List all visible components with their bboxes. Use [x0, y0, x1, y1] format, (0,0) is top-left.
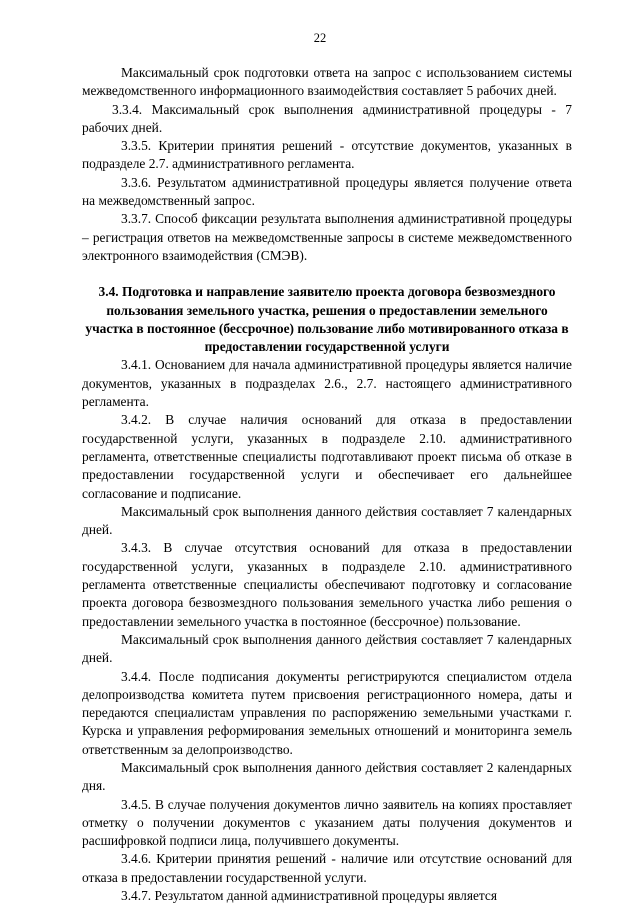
paragraph-3-4-2: 3.4.2. В случае наличия оснований для отказа в предоставлении государственной услуги, указанных в подразделе 2.10. административного регламента, ответственные специалисты подготавливают проект письма об отказе в предоставлении государственной услуги и обеспечивает его дальнейшее согласование и подписание. [82, 412, 572, 501]
document-body [82, 64, 572, 905]
paragraph-3-4-6: 3.4.6. Критерии принятия решений - наличие или отсутствие оснований для отказа в предоставлении государственной услуги. [82, 851, 572, 885]
paragraph-3-4-1: 3.4.1. Основанием для начала административной процедуры является наличие документов, указанных в подразделах 2.6., 2.7. настоящего административного регламента. [82, 357, 572, 410]
page-number: 22 [313, 31, 327, 45]
paragraph-3-4-3: 3.4.3. В случае отсутствия оснований для отказа в предоставлении государственной услуги, указанных в подразделе 2.10. административного регламента ответственные специалисты обеспечивают подготовку и согласование проекта договора безвозмездного пользования земельного участка либо решения о предоставлении земельного участка в постоянное (бессрочное) пользование. [82, 540, 572, 629]
paragraph-deadline-2-days: Максимальный срок выполнения данного действия составляет 2 календарных дня. [82, 759, 572, 794]
paragraph-3-3-4: 3.3.4. Максимальный срок выполнения административной процедуры - 7 рабочих дней. [82, 101, 572, 135]
paragraph-3-3-5: 3.3.5. Критерии принятия решений - отсутствие документов, указанных в подразделе 2.7. административного регламента. [82, 138, 572, 172]
paragraph-3-3-7: 3.3.7. Способ фиксации результата выполнения административной процедуры – регистрация ответов на межведомственные запросы в системе межведомственного электронного взаимодействия (СМЭВ). [82, 211, 572, 263]
paragraph-3-4-4: 3.4.4. После подписания документы регистрируются специалистом отдела делопроизводства комитета путем присвоения регистрационного номера, даты и передаются специалистам управления по распоряжению земельными участками г. Курска и управления реформирования земельных отношений и мониторинга земель ответственным за делопроизводство. [82, 668, 572, 757]
paragraph-deadline-7-days-b: Максимальный срок выполнения данного действия составляет 7 календарных дней. [82, 631, 572, 666]
paragraph-3-4-5: 3.4.5. В случае получения документов лично заявитель на копиях проставляет отметку о получении документов с указанием даты получения документов и расшифровкой подписи лица, получившего документы. [82, 796, 572, 849]
paragraph-deadline-7-days-a: Максимальный срок выполнения данного действия составляет 7 календарных дней. [82, 503, 572, 538]
paragraph-3-3-6: 3.3.6. Результатом административной процедуры является получение ответа на межведомственный запрос. [82, 174, 572, 209]
paragraph-response-deadline: Максимальный срок подготовки ответа на запрос с использованием системы межведомственного информационного взаимодействия составляет 5 рабочих дней. [82, 65, 572, 99]
section-heading-3-4: 3.4. Подготовка и направление заявителю проекта договора безвозмездного пользования земельного участка, решения о предоставлении земельного участка в постоянное (бессрочное) пользование либо мотивированного отказа в предоставлении государственной услуги [85, 284, 569, 355]
paragraph-3-4-7: 3.4.7. Результатом данной административной процедуры является [121, 888, 498, 904]
